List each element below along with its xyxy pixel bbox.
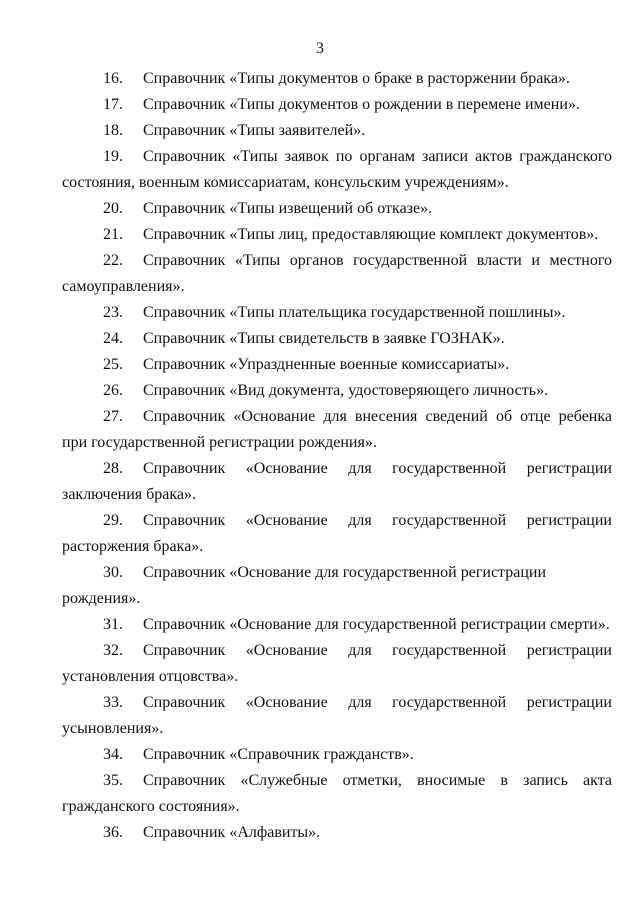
item-number: 28. bbox=[103, 460, 123, 477]
list-item-34 bbox=[62, 742, 612, 768]
item-text: Справочник «Основание для внесения сведений об отце ребенка при государственной регистрации рождения». bbox=[62, 408, 612, 451]
list-item-29 bbox=[62, 508, 612, 560]
item-number: 35. bbox=[103, 772, 123, 789]
item-number: 26. bbox=[103, 382, 123, 399]
list-item-26 bbox=[62, 378, 612, 404]
item-text: Справочник «Основание для государственной регистрации расторжения брака». bbox=[62, 512, 612, 555]
list-item-19 bbox=[62, 144, 612, 196]
item-number: 36. bbox=[103, 824, 123, 841]
item-number: 32. bbox=[103, 642, 123, 659]
item-text: Справочник «Основание для государственной регистрации усыновления». bbox=[62, 694, 612, 737]
list-item-28 bbox=[62, 456, 612, 508]
item-number: 33. bbox=[103, 694, 123, 711]
item-number: 34. bbox=[103, 746, 123, 763]
item-number: 25. bbox=[103, 356, 123, 373]
item-number: 17. bbox=[103, 96, 123, 113]
item-text: Справочник «Алфавиты». bbox=[143, 824, 321, 841]
item-text: Справочник «Упраздненные военные комиссариаты». bbox=[143, 356, 510, 373]
list-item-23 bbox=[62, 300, 612, 326]
list-item-27 bbox=[62, 404, 612, 456]
list-item-35 bbox=[62, 768, 612, 820]
item-number: 30. bbox=[103, 564, 123, 581]
list-item-33 bbox=[62, 690, 612, 742]
item-text: Справочник «Типы свидетельств в заявке ГОЗНАК». bbox=[143, 330, 505, 347]
list-item-17 bbox=[62, 92, 612, 118]
item-number: 19. bbox=[103, 148, 123, 165]
item-number: 18. bbox=[103, 122, 123, 139]
item-number: 29. bbox=[103, 512, 123, 529]
item-text: Справочник «Типы заявителей». bbox=[143, 122, 366, 139]
list-item-16 bbox=[62, 66, 612, 92]
list-item-20 bbox=[62, 196, 612, 222]
item-text: Справочник «Типы документов о браке в расторжении брака». bbox=[143, 70, 570, 87]
item-text: Справочник «Типы извещений об отказе». bbox=[143, 200, 433, 217]
item-text: Справочник «Основание для государственной регистрации рождения». bbox=[62, 564, 547, 607]
item-number: 16. bbox=[103, 70, 123, 87]
item-text: Справочник «Типы документов о рождении в перемене имени». bbox=[143, 96, 580, 113]
item-text: Справочник «Типы плательщика государственной пошлины». bbox=[143, 304, 566, 321]
list-item-31 bbox=[62, 612, 612, 638]
item-number: 21. bbox=[103, 226, 123, 243]
item-text: Справочник «Вид документа, удостоверяющего личность». bbox=[143, 382, 549, 399]
list-item-32 bbox=[62, 638, 612, 690]
list-item-30 bbox=[62, 560, 612, 612]
item-number: 24. bbox=[103, 330, 123, 347]
item-text: Справочник «Основание для государственной регистрации смерти». bbox=[143, 616, 610, 633]
page-number: 3 bbox=[316, 40, 324, 57]
item-number: 22. bbox=[103, 252, 123, 269]
item-text: Справочник «Основание для государственной регистрации заключения брака». bbox=[62, 460, 612, 503]
item-number: 31. bbox=[103, 616, 123, 633]
item-text: Справочник «Типы заявок по органам записи актов гражданского состояния, военным комиссариатам, консульским учреждениям». bbox=[62, 148, 612, 191]
list-item-22 bbox=[62, 248, 612, 300]
item-text: Справочник «Основание для государственной регистрации установления отцовства». bbox=[62, 642, 612, 685]
list-item-24 bbox=[62, 326, 612, 352]
list-item-21 bbox=[62, 222, 612, 248]
item-number: 27. bbox=[103, 408, 123, 425]
item-number: 23. bbox=[103, 304, 123, 321]
list-item-36 bbox=[62, 820, 612, 846]
item-text: Справочник «Справочник гражданств». bbox=[143, 746, 414, 763]
reference-list bbox=[62, 66, 612, 846]
item-number: 20. bbox=[103, 200, 123, 217]
item-text: Справочник «Типы лиц, предоставляющие комплект документов». bbox=[143, 226, 599, 243]
item-text: Справочник «Типы органов государственной власти и местного самоуправления». bbox=[62, 252, 612, 295]
list-item-18 bbox=[62, 118, 612, 144]
list-item-25 bbox=[62, 352, 612, 378]
item-text: Справочник «Служебные отметки, вносимые в запись акта гражданского состояния». bbox=[62, 772, 612, 815]
